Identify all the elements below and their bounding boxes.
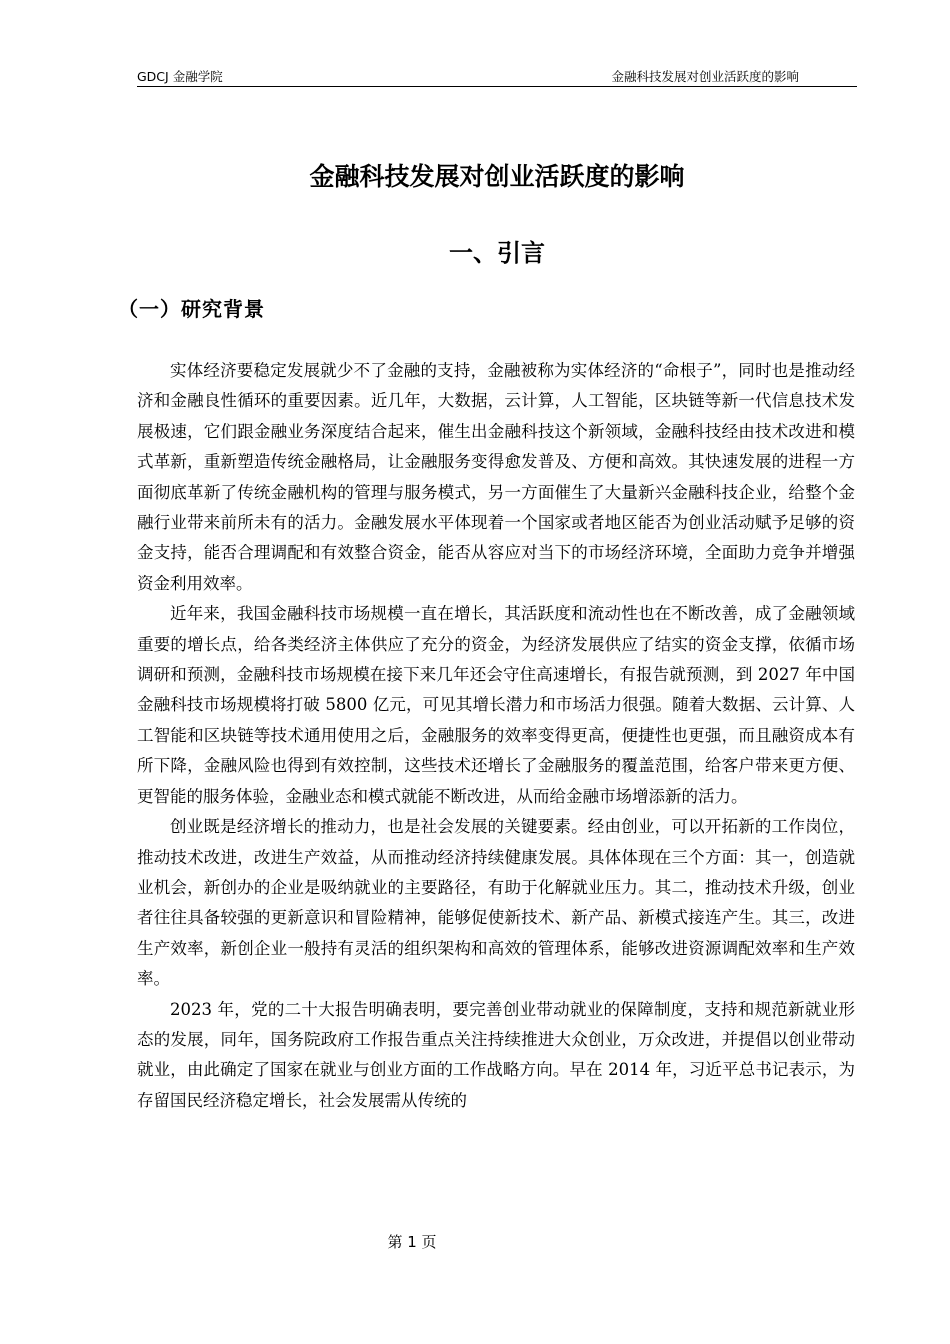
paragraph: 创业既是经济增长的推动力，也是社会发展的关键要素。经由创业，可以开拓新的工作岗位，推动技术改进，改进生产效益，从而推动经济持续健康发展。具体体现在三个方面：其一，创造就业机会，新创办的企业是吸纳就业的主要路径，有助于化解就业压力。其二，推动技术升级，创业者往往具备较强的更新意识和冒险精神，能够促使新技术、新产品、新模式接连产生。其三，改进生产效率，新创企业一般持有灵活的组织架构和高效的管理体系，能够改进资源调配效率和生产效率。: [137, 817, 855, 989]
header-institution: GDCJ 金融学院: [137, 69, 223, 84]
header-running-title: 金融科技发展对创业活跃度的影响: [611, 69, 799, 84]
page-number: 第 1 页: [387, 1233, 437, 1251]
body-text: [137, 356, 855, 1116]
paragraph: 2023 年，党的二十大报告明确表明，要完善创业带动就业的保障制度，支持和规范新就业形态的发展，同年，国务院政府工作报告重点关注持续推进大众创业，万众改进，并提倡以创业带动就业，由此确定了国家在就业与创业方面的工作战略方向。早在 2014 年，习近平总书记表示，为存留国民经济稳定增长，社会发展需从传统的: [137, 999, 855, 1110]
section-heading: 一、引言: [449, 239, 545, 267]
subsection-heading: （一）研究背景: [118, 297, 265, 321]
page-header: [137, 68, 857, 87]
paragraph: 近年来，我国金融科技市场规模一直在增长，其活跃度和流动性也在不断改善，成了金融领域重要的增长点，给各类经济主体供应了充分的资金，为经济发展供应了结实的资金支撑，依循市场调研和预测，金融科技市场规模在接下来几年还会守住高速增长，有报告就预测，到 2027 年中国金融科技市场规模将打破 5800 亿元，可见其增长潜力和市场活力很强。随着大数据、云计算、人工智能和区块链等技术通用使用之后，金融服务的效率变得更高，便捷性也更强，而且融资成本有所下降，金融风险也得到有效控制，这些技术还增长了金融服务的覆盖范围，给客户带来更方便、更智能的服务体验，金融业态和模式就能不断改进，从而给金融市场增添新的活力。: [137, 604, 855, 806]
paragraph: 实体经济要稳定发展就少不了金融的支持，金融被称为实体经济的“命根子”，同时也是推动经济和金融良性循环的重要因素。近几年，大数据，云计算，人工智能，区块链等新一代信息技术发展极速，它们跟金融业务深度结合起来，催生出金融科技这个新领域，金融科技经由技术改进和模式革新，重新塑造传统金融格局，让金融服务变得愈发普及、方便和高效。其快速发展的进程一方面彻底革新了传统金融机构的管理与服务模式，另一方面催生了大量新兴金融科技企业，给整个金融行业带来前所未有的活力。金融发展水平体现着一个国家或者地区能否为创业活动赋予足够的资金支持，能否合理调配和有效整合资金，能否从容应对当下的市场经济环境，全面助力竞争并增强资金利用效率。: [137, 361, 855, 593]
document-title: 金融科技发展对创业活跃度的影响: [309, 162, 685, 191]
page-footer: [137, 1231, 687, 1253]
